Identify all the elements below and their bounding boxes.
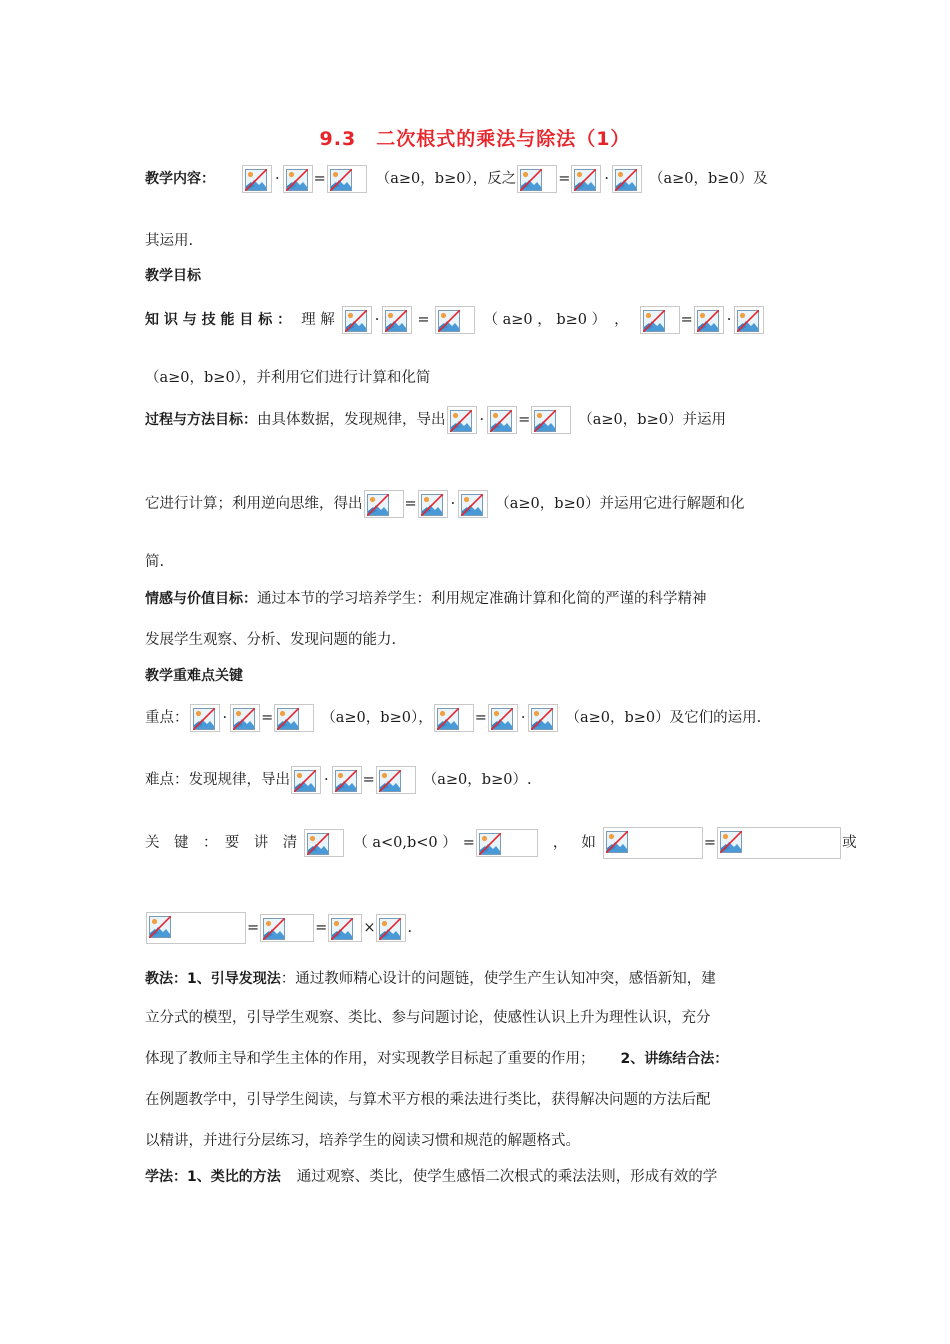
text-ji: 及 <box>753 171 768 187</box>
equals-symbol: = <box>362 772 375 788</box>
condition-text: （a≥0，b≥0） <box>565 710 670 726</box>
formula-image <box>376 914 406 942</box>
heading-teaching-goals: 教学目标 <box>145 268 201 284</box>
label-knowledge-goal: 知 识 与 技 能 目 标 ： <box>145 312 292 328</box>
comma: ， <box>418 710 433 726</box>
formula-image <box>327 165 367 193</box>
equals-symbol: = <box>518 412 531 428</box>
text-fanzhi: ，反之 <box>472 171 517 187</box>
comma: ， <box>614 312 629 328</box>
text-reverse-thinking: 它进行计算；利用逆向思维，得出 <box>145 496 363 512</box>
dot-symbol: · <box>479 412 485 428</box>
formula-image <box>488 704 518 732</box>
line-ability: 发展学生观察、分析、发现问题的能力. <box>145 632 397 648</box>
formula-image <box>382 306 412 334</box>
line-difficulty <box>145 766 532 794</box>
formula-image <box>342 306 372 334</box>
condition-text: （a≥0，b≥0） <box>321 710 419 726</box>
formula-image <box>458 490 488 518</box>
formula-image <box>517 165 557 193</box>
line-teaching-content <box>145 165 768 193</box>
text-teaching-method-3: 体现了教师主导和学生主体的作用，对实现教学目标起了重要的作用； <box>145 1051 595 1067</box>
label-learning-method: 学法：1、类比的方法 <box>145 1169 281 1185</box>
period: . <box>407 920 413 936</box>
line-teaching-method <box>145 969 716 989</box>
formula-image <box>476 829 538 857</box>
text-lijie: 理 解 <box>301 312 335 328</box>
line-teaching-method-5: 以精讲，并进行分层练习，培养学生的阅读习惯和规范的解题格式。 <box>145 1133 580 1149</box>
equals-symbol: = <box>261 710 274 726</box>
formula-image <box>435 306 475 334</box>
page-title: 9.3 二次根式的乘法与除法（1） <box>319 128 631 150</box>
label-difficulty: 难点：发现规律，导出 <box>145 772 290 788</box>
text-solve: 并运用它进行解题和化 <box>599 496 745 512</box>
condition-text: （a≥0，b≥0） <box>648 171 754 187</box>
equals-symbol: = <box>404 496 417 512</box>
dot-symbol: · <box>374 312 380 328</box>
condition-text: （ a≥0 ， b≥0 ） <box>483 312 607 328</box>
condition-negative: （ a<0,b<0 ） <box>353 835 457 851</box>
formula-image <box>612 165 642 193</box>
line-jian: 简. <box>145 554 165 570</box>
formula-image <box>230 704 260 732</box>
dot-symbol: · <box>275 171 280 187</box>
dot-symbol: · <box>450 496 456 512</box>
text-ru: 如 <box>581 835 596 851</box>
text-process: 由具体数据，发现规律，导出 <box>257 412 446 428</box>
equals-symbol: = <box>417 312 430 328</box>
formula-image <box>260 914 314 942</box>
equals-symbol: = <box>474 710 487 726</box>
label-key: 关 键 ： 要 讲 清 <box>145 835 298 851</box>
equals-symbol: = <box>703 835 717 851</box>
formula-image <box>304 829 344 857</box>
line-key-example <box>145 912 412 944</box>
dot-symbol: · <box>726 312 732 328</box>
label-teaching-content: 教学内容： <box>145 171 215 187</box>
label-focus: 重点： <box>145 710 189 726</box>
line-process-goal-cont <box>145 490 744 518</box>
line-usage: 其运用. <box>145 233 194 249</box>
formula-image <box>487 406 517 434</box>
formula-image <box>332 766 362 794</box>
formula-image <box>291 766 321 794</box>
line-teaching-method-4: 在例题教学中，引导学生阅读，与算术平方根的乘法进行类比，获得解决问题的方法后配 <box>145 1092 711 1108</box>
formula-image <box>734 306 764 334</box>
line-focus <box>145 704 761 732</box>
line-key <box>145 827 857 859</box>
formula-image <box>571 165 601 193</box>
condition-text: （a≥0，b≥0） <box>375 171 473 187</box>
formula-image <box>531 406 571 434</box>
equals-symbol: = <box>313 171 326 187</box>
label-teaching-method: 教法：1、引导发现法 <box>145 971 281 987</box>
line-emotion-goal <box>145 589 707 609</box>
line-learning-method <box>145 1167 717 1187</box>
formula-image <box>146 912 246 944</box>
line-process-goal <box>145 406 726 434</box>
text-teaching-method: ：通过教师精心设计的问题链，使学生产生认知冲突，感悟新知，建 <box>280 971 716 987</box>
formula-image <box>694 306 724 334</box>
dot-symbol: · <box>604 171 609 187</box>
label-practice-method: 2、讲练结合法： <box>620 1051 729 1067</box>
formula-image <box>328 914 362 942</box>
text-usage: 及它们的运用. <box>669 710 762 726</box>
equals-symbol: = <box>315 920 328 936</box>
formula-image <box>528 704 558 732</box>
dot-symbol: · <box>324 772 329 788</box>
equals-symbol: = <box>680 312 693 328</box>
equals-symbol: = <box>247 920 260 936</box>
label-emotion-goal: 情感与价值目标： <box>145 591 257 607</box>
label-process-goal: 过程与方法目标： <box>145 412 257 428</box>
line-knowledge-goal <box>145 306 765 334</box>
formula-image <box>447 406 477 434</box>
text-learning-method: 通过观察、类比，使学生感悟二次根式的乘法法则，形成有效的学 <box>296 1169 718 1185</box>
equals-symbol: = <box>462 835 475 851</box>
condition-text: （a≥0，b≥0） <box>578 412 683 428</box>
period: . <box>526 772 532 788</box>
formula-image <box>364 490 404 518</box>
condition-text: （a≥0，b≥0） <box>495 496 600 512</box>
condition-text: （a≥0，b≥0） <box>422 772 527 788</box>
formula-image <box>640 306 680 334</box>
formula-image <box>190 704 220 732</box>
formula-image <box>283 165 313 193</box>
formula-image <box>603 827 703 859</box>
formula-image <box>717 827 841 859</box>
dot-symbol: · <box>222 710 228 726</box>
heading-key-points: 教学重难点关键 <box>145 668 243 684</box>
times-symbol: × <box>363 920 376 936</box>
equals-symbol: = <box>558 171 571 187</box>
dot-symbol: · <box>520 710 526 726</box>
formula-image <box>376 766 416 794</box>
formula-image <box>418 490 448 518</box>
line-teaching-method-2: 立分式的模型，引导学生观察、类比、参与问题讨论，使感性认识上升为理性认识，充分 <box>145 1010 711 1026</box>
text-huo: 或 <box>842 835 857 851</box>
formula-image <box>242 165 272 193</box>
line-teaching-method-3 <box>145 1049 728 1069</box>
text-bingyunyong: 并运用 <box>682 412 726 428</box>
line-knowledge-goal-cont: （a≥0，b≥0），并利用它们进行计算和化简 <box>145 370 431 386</box>
formula-image <box>274 704 314 732</box>
text-emotion-goal: 通过本节的学习培养学生：利用规定准确计算和化简的严谨的科学精神 <box>257 591 707 607</box>
comma: ， <box>552 835 568 851</box>
formula-image <box>434 704 474 732</box>
